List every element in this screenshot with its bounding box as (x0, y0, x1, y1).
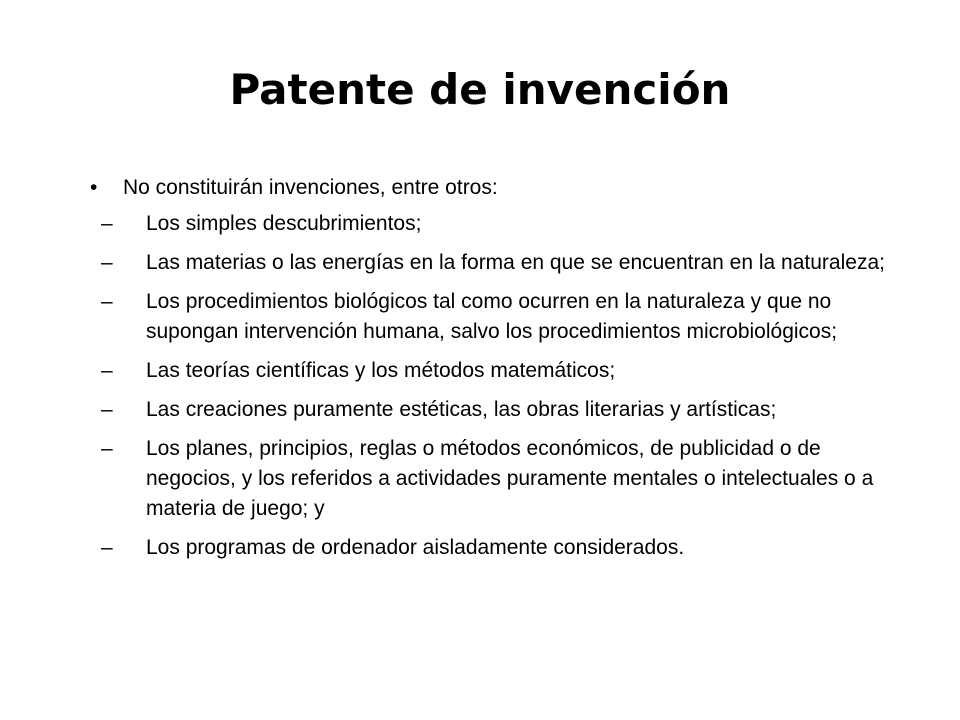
dash-icon: – (101, 290, 113, 313)
sub-bullet-list (90, 209, 910, 563)
sub-bullet-text: Los programas de ordenador aisladamente considerados. (146, 536, 685, 559)
main-bullet-text: No constituirán invenciones, entre otros: (123, 176, 498, 199)
sub-bullet-item (101, 248, 910, 278)
dash-icon: – (101, 251, 113, 274)
sub-bullet-item (101, 395, 910, 425)
sub-bullet-text: Los procedimientos biológicos tal como ocurren en la naturaleza y que no supongan intervención humana, salvo los procedimientos microbiológicos; (146, 290, 838, 343)
slide-title: Patente de invención (229, 65, 731, 114)
sub-bullet-text: Las teorías científicas y los métodos matemáticos; (146, 359, 616, 382)
sub-bullet-item (101, 356, 910, 386)
dash-icon: – (101, 212, 113, 235)
sub-bullet-text: Los planes, principios, reglas o métodos económicos, de publicidad o de negocios, y los referidos a actividades puramente mentales o intelectuales o a materia de juego; y (146, 437, 874, 520)
slide-content (90, 173, 910, 572)
dash-icon: – (101, 359, 113, 382)
dash-icon: – (101, 437, 113, 460)
main-bullet-item (90, 173, 910, 203)
sub-bullet-item (101, 287, 910, 347)
dash-icon: – (101, 536, 113, 559)
sub-bullet-item (101, 533, 910, 563)
sub-bullet-text: Las materias o las energías en la forma en que se encuentran en la naturaleza; (146, 251, 885, 274)
sub-bullet-text: Los simples descubrimientos; (146, 212, 422, 235)
sub-bullet-item (101, 434, 910, 524)
sub-bullet-text: Las creaciones puramente estéticas, las obras literarias y artísticas; (146, 398, 777, 421)
dash-icon: – (101, 398, 113, 421)
sub-bullet-item (101, 209, 910, 239)
bullet-icon: • (90, 176, 98, 199)
